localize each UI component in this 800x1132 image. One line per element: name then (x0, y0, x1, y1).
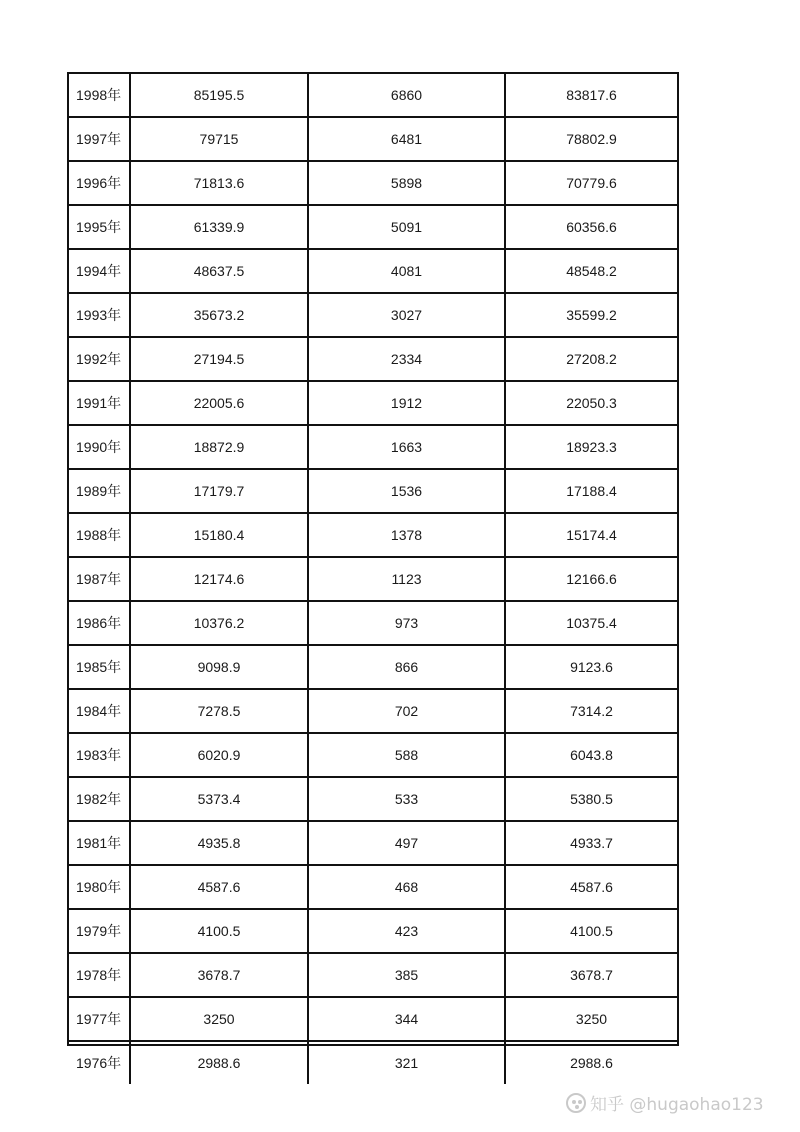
table-row (69, 909, 677, 953)
value-cell-c: 4933.7 (505, 821, 677, 865)
table-row (69, 1041, 677, 1084)
table-row (69, 557, 677, 601)
value-cell-c: 5380.5 (505, 777, 677, 821)
year-cell: 1993年 (69, 293, 130, 337)
value-cell-a: 5373.4 (130, 777, 308, 821)
value-cell-b: 1663 (308, 425, 505, 469)
table-row (69, 425, 677, 469)
table-row (69, 953, 677, 997)
table-row (69, 689, 677, 733)
value-cell-a: 79715 (130, 117, 308, 161)
value-cell-c: 22050.3 (505, 381, 677, 425)
value-cell-c: 78802.9 (505, 117, 677, 161)
value-cell-c: 15174.4 (505, 513, 677, 557)
table-row (69, 513, 677, 557)
table-row (69, 821, 677, 865)
year-cell: 1996年 (69, 161, 130, 205)
value-cell-b: 973 (308, 601, 505, 645)
year-cell: 1990年 (69, 425, 130, 469)
value-cell-b: 4081 (308, 249, 505, 293)
table-row (69, 645, 677, 689)
value-cell-b: 1123 (308, 557, 505, 601)
table-row (69, 733, 677, 777)
table-row (69, 74, 677, 117)
data-table (69, 74, 677, 1084)
value-cell-a: 17179.7 (130, 469, 308, 513)
value-cell-b: 2334 (308, 337, 505, 381)
value-cell-b: 1378 (308, 513, 505, 557)
value-cell-c: 2988.6 (505, 1041, 677, 1084)
value-cell-b: 702 (308, 689, 505, 733)
value-cell-c: 9123.6 (505, 645, 677, 689)
year-cell: 1984年 (69, 689, 130, 733)
value-cell-b: 5898 (308, 161, 505, 205)
value-cell-c: 48548.2 (505, 249, 677, 293)
value-cell-a: 18872.9 (130, 425, 308, 469)
value-cell-a: 7278.5 (130, 689, 308, 733)
year-cell: 1998年 (69, 74, 130, 117)
year-cell: 1981年 (69, 821, 130, 865)
year-cell: 1978年 (69, 953, 130, 997)
value-cell-c: 17188.4 (505, 469, 677, 513)
value-cell-a: 6020.9 (130, 733, 308, 777)
watermark-text: 知乎 @hugaohao123 (590, 1095, 764, 1115)
year-cell: 1986年 (69, 601, 130, 645)
value-cell-c: 27208.2 (505, 337, 677, 381)
value-cell-c: 35599.2 (505, 293, 677, 337)
year-cell: 1977年 (69, 997, 130, 1041)
value-cell-b: 3027 (308, 293, 505, 337)
value-cell-b: 497 (308, 821, 505, 865)
value-cell-c: 6043.8 (505, 733, 677, 777)
value-cell-a: 15180.4 (130, 513, 308, 557)
year-cell: 1995年 (69, 205, 130, 249)
value-cell-c: 3678.7 (505, 953, 677, 997)
value-cell-a: 61339.9 (130, 205, 308, 249)
table-row (69, 469, 677, 513)
value-cell-a: 71813.6 (130, 161, 308, 205)
year-cell: 1985年 (69, 645, 130, 689)
value-cell-b: 6860 (308, 74, 505, 117)
paw-logo-icon (566, 1093, 586, 1113)
table-row (69, 997, 677, 1041)
value-cell-a: 3678.7 (130, 953, 308, 997)
value-cell-a: 22005.6 (130, 381, 308, 425)
table-row (69, 381, 677, 425)
value-cell-c: 3250 (505, 997, 677, 1041)
value-cell-b: 6481 (308, 117, 505, 161)
value-cell-c: 4100.5 (505, 909, 677, 953)
year-cell: 1994年 (69, 249, 130, 293)
year-cell: 1988年 (69, 513, 130, 557)
value-cell-b: 1912 (308, 381, 505, 425)
year-cell: 1983年 (69, 733, 130, 777)
value-cell-b: 5091 (308, 205, 505, 249)
value-cell-a: 10376.2 (130, 601, 308, 645)
value-cell-a: 48637.5 (130, 249, 308, 293)
table-row (69, 161, 677, 205)
table-row (69, 205, 677, 249)
value-cell-b: 423 (308, 909, 505, 953)
value-cell-a: 85195.5 (130, 74, 308, 117)
value-cell-c: 18923.3 (505, 425, 677, 469)
value-cell-a: 35673.2 (130, 293, 308, 337)
value-cell-c: 4587.6 (505, 865, 677, 909)
table-row (69, 601, 677, 645)
value-cell-a: 4935.8 (130, 821, 308, 865)
year-cell: 1976年 (69, 1041, 130, 1084)
year-cell: 1982年 (69, 777, 130, 821)
value-cell-a: 4100.5 (130, 909, 308, 953)
year-cell: 1980年 (69, 865, 130, 909)
year-cell: 1979年 (69, 909, 130, 953)
value-cell-b: 344 (308, 997, 505, 1041)
value-cell-c: 83817.6 (505, 74, 677, 117)
value-cell-c: 60356.6 (505, 205, 677, 249)
value-cell-b: 1536 (308, 469, 505, 513)
value-cell-b: 866 (308, 645, 505, 689)
value-cell-a: 12174.6 (130, 557, 308, 601)
year-cell: 1989年 (69, 469, 130, 513)
value-cell-a: 2988.6 (130, 1041, 308, 1084)
watermark (566, 1090, 764, 1115)
table-row (69, 777, 677, 821)
value-cell-b: 468 (308, 865, 505, 909)
value-cell-c: 10375.4 (505, 601, 677, 645)
value-cell-a: 9098.9 (130, 645, 308, 689)
value-cell-c: 12166.6 (505, 557, 677, 601)
table-row (69, 249, 677, 293)
year-cell: 1987年 (69, 557, 130, 601)
table-row (69, 337, 677, 381)
year-cell: 1992年 (69, 337, 130, 381)
table-row (69, 865, 677, 909)
value-cell-a: 3250 (130, 997, 308, 1041)
value-cell-c: 70779.6 (505, 161, 677, 205)
table-row (69, 293, 677, 337)
value-cell-b: 385 (308, 953, 505, 997)
table-body (69, 74, 677, 1084)
year-cell: 1997年 (69, 117, 130, 161)
value-cell-c: 7314.2 (505, 689, 677, 733)
value-cell-a: 4587.6 (130, 865, 308, 909)
data-sheet (67, 72, 679, 1071)
value-cell-b: 533 (308, 777, 505, 821)
value-cell-b: 588 (308, 733, 505, 777)
year-cell: 1991年 (69, 381, 130, 425)
value-cell-b: 321 (308, 1041, 505, 1084)
value-cell-a: 27194.5 (130, 337, 308, 381)
table-row (69, 117, 677, 161)
